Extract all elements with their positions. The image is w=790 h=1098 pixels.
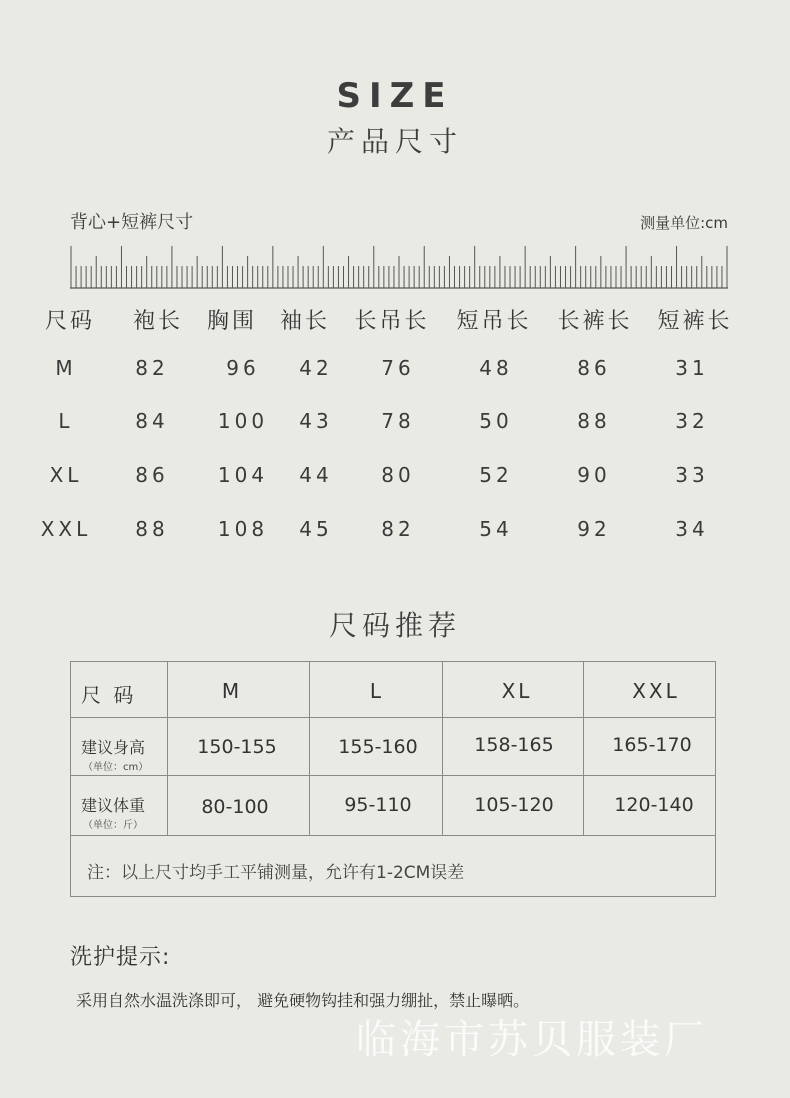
table-cell: 33 [675,463,709,487]
weight-label: 建议体重 [81,796,146,815]
size-row-l [0,409,790,439]
recommend-size-xl: XL [501,679,533,703]
size-row-m [0,356,790,386]
table-cell: 104 [217,463,269,487]
table-cell: 80 [381,463,415,487]
table-cell: XXL [40,517,92,541]
recommend-size-xxl: XXL [632,679,680,703]
care-text: 采用自然水温洗涤即可， 避免硬物钩挂和强力绷扯，禁止曝晒。 [76,991,530,1010]
care-title: 洗护提示: [70,945,171,970]
table-cell: 90 [577,463,611,487]
header-robe-length: 袍长 [132,309,184,334]
header-long-cami: 长吊长 [354,309,430,334]
weight-unit: （单位：斤） [83,820,143,831]
table-cell: 52 [479,463,513,487]
height-value: 150-155 [197,736,277,758]
table-cell: 88 [577,409,611,433]
measurement-note: 注：以上尺寸均手工平铺测量，允许有1-2CM误差 [87,863,465,883]
recommend-size-m: M [221,679,243,703]
table-cell: 31 [675,356,709,380]
recommend-title: 尺码推荐 [328,609,461,642]
table-cell: XL [49,463,83,487]
table-cell: 42 [299,356,333,380]
table-cell: L [58,409,74,433]
unit-label: 测量单位:cm [640,214,728,232]
header-long-pants: 长裤长 [557,309,633,334]
table-cell: 78 [381,409,415,433]
height-unit: （单位：cm） [83,762,149,773]
table-cell: 43 [299,409,333,433]
title-chinese: 产品尺寸 [326,125,463,158]
table-cell: 76 [381,356,415,380]
table-divider [309,662,310,835]
header-chest: 胸围 [206,309,258,334]
title-english: SIZE [336,76,454,116]
weight-value: 105-120 [474,794,554,816]
header-size: 尺码 [44,309,96,334]
height-label: 建议身高 [81,738,146,757]
table-cell: 108 [217,517,269,541]
watermark: 临海市苏贝服装厂 [356,1017,708,1063]
size-row-xl [0,463,790,493]
size-row-xxl [0,517,790,547]
size-table-header [0,304,790,334]
table-cell: 86 [135,463,169,487]
weight-value: 95-110 [344,794,412,816]
table-cell: 54 [479,517,513,541]
height-value: 165-170 [612,734,692,756]
table-cell: 82 [135,356,169,380]
table-divider [583,662,584,835]
table-cell: 88 [135,517,169,541]
header-sleeve: 袖长 [279,309,331,334]
header-short-cami: 短吊长 [456,309,532,334]
table-cell: 92 [577,517,611,541]
section-label: 背心+短裤尺寸 [70,212,194,233]
table-cell: 50 [479,409,513,433]
ruler-graphic [70,242,728,290]
table-cell: 96 [226,356,260,380]
table-cell: 32 [675,409,709,433]
weight-value: 80-100 [201,796,269,818]
recommend-size-l: L [369,679,385,703]
table-cell: 44 [299,463,333,487]
table-cell: 82 [381,517,415,541]
table-cell: 48 [479,356,513,380]
header-shorts: 短裤长 [657,309,733,334]
table-cell: 100 [217,409,269,433]
table-divider [167,662,168,835]
table-divider [71,835,715,836]
table-divider [442,662,443,835]
table-cell: 86 [577,356,611,380]
table-cell: 34 [675,517,709,541]
height-value: 155-160 [338,736,418,758]
table-cell: 45 [299,517,333,541]
weight-value: 120-140 [614,794,694,816]
table-cell: M [55,356,77,380]
table-cell: 84 [135,409,169,433]
recommend-size-label: 尺 码 [81,683,137,707]
height-value: 158-165 [474,734,554,756]
recommend-table [70,661,716,897]
